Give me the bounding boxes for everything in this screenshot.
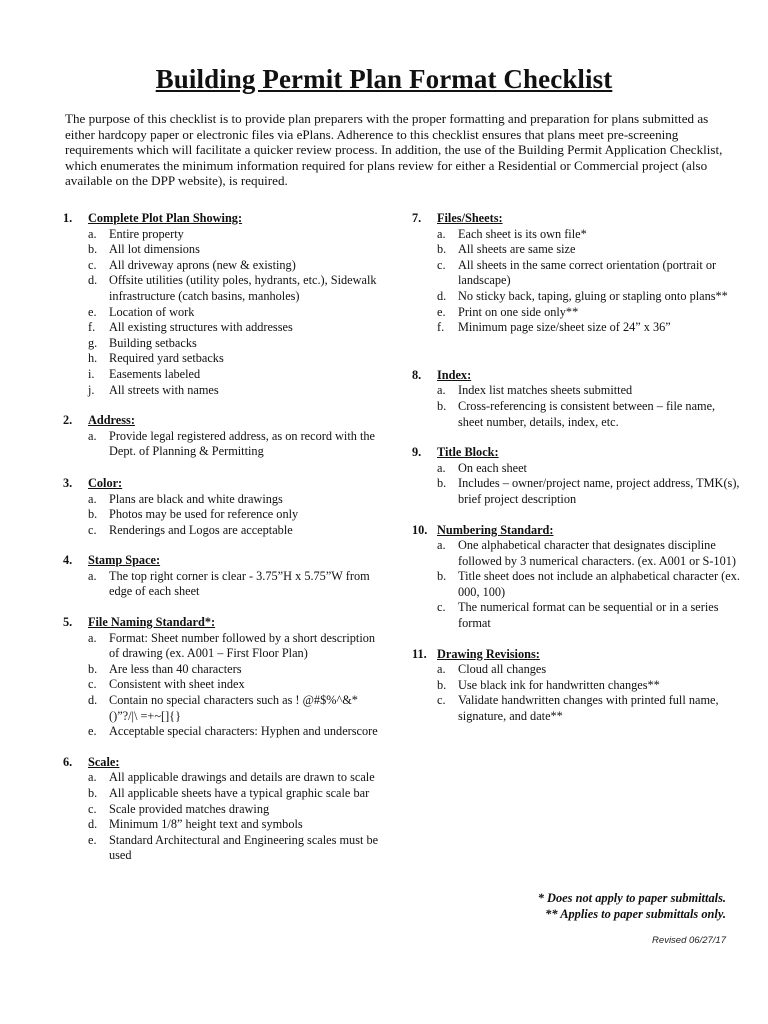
- checklist-item: [437, 461, 742, 477]
- checklist-item: [437, 662, 742, 678]
- item-text: All driveway aprons (new & existing): [109, 257, 296, 272]
- checklist-item: [88, 492, 383, 508]
- item-text: All applicable sheets have a typical graphic scale bar: [109, 786, 370, 800]
- section-number: 2.: [63, 413, 73, 428]
- item-letter: f.: [437, 320, 445, 335]
- section-number: 11.: [412, 646, 427, 661]
- revision-date: Revised 06/27/17: [652, 935, 726, 946]
- item-letter: b.: [437, 242, 447, 257]
- checklist-item: [88, 227, 383, 243]
- checklist-item: [88, 383, 383, 399]
- checklist-item: [437, 569, 742, 600]
- item-text: Required yard setbacks: [109, 351, 224, 366]
- section-scale: [63, 755, 383, 864]
- checklist-item: [437, 305, 742, 321]
- checklist-item: [437, 289, 742, 305]
- section-title: Numbering Standard:: [437, 522, 554, 537]
- item-text: Scale provided matches drawing: [109, 801, 270, 816]
- item-text: Minimum 1/8” height text and symbols: [109, 817, 303, 832]
- item-text: Standard Architectural and Engineering scales must be used: [109, 832, 379, 863]
- section-heading: [63, 615, 383, 631]
- item-text: Location of work: [109, 304, 195, 319]
- section-heading: [63, 413, 383, 429]
- section-title: Drawing Revisions:: [437, 646, 540, 661]
- section-title-block: [412, 445, 742, 507]
- footnote-paper-only: ** Applies to paper submittals only.: [545, 907, 726, 921]
- checklist-item: [88, 662, 383, 678]
- section-title: Files/Sheets:: [437, 211, 503, 225]
- section-number: 3.: [63, 475, 73, 490]
- checklist-item: [437, 227, 742, 243]
- item-letter: a.: [88, 568, 97, 583]
- item-letter: c.: [88, 257, 97, 272]
- item-letter: e.: [437, 304, 446, 319]
- footnote-paper-exempt: * Does not apply to paper submittals.: [537, 891, 726, 905]
- item-letter: b.: [437, 677, 447, 692]
- checklist-item: [88, 833, 383, 864]
- checklist-item: [88, 507, 383, 523]
- item-letter: a.: [437, 538, 446, 553]
- section-number: 9.: [412, 445, 422, 460]
- item-letter: d.: [437, 288, 447, 303]
- item-letter: d.: [88, 817, 98, 832]
- section-heading: [412, 368, 742, 384]
- checklist-item: [437, 258, 742, 289]
- item-text: Format: Sheet number followed by a short description of drawing (ex. A001 – First Floor Plan): [109, 630, 376, 661]
- section-heading: [412, 523, 742, 539]
- section-stamp-space: [63, 553, 383, 600]
- item-letter: c.: [437, 257, 446, 272]
- item-letter: b.: [88, 242, 98, 257]
- checklist-item: [437, 320, 742, 336]
- item-letter: a.: [88, 630, 97, 645]
- section-number: 5.: [63, 615, 73, 630]
- item-text: On each sheet: [458, 460, 527, 475]
- item-letter: b.: [88, 661, 98, 676]
- section-heading: [412, 211, 742, 227]
- checklist-item: [88, 242, 383, 258]
- section-title: Scale:: [88, 754, 120, 769]
- section-heading: [63, 755, 383, 771]
- section-files-sheets: [412, 211, 742, 336]
- section-heading: [63, 553, 383, 569]
- item-text: The numerical format can be sequential or in a series format: [458, 600, 719, 631]
- checklist-item: [88, 320, 383, 336]
- item-text: Contain no special characters such as ! @#$%^&*()”?/|\ =+~[]{}: [109, 693, 358, 723]
- checklist-item: [88, 802, 383, 818]
- item-letter: g.: [88, 335, 98, 350]
- item-text: Validate handwritten changes with printed full name, signature, and date**: [458, 693, 719, 724]
- checklist-item: [88, 724, 383, 740]
- item-letter: b.: [437, 398, 447, 413]
- item-text: Provide legal registered address, as on record with the Dept. of Planning & Permitting: [109, 428, 376, 459]
- checklist-item: [88, 305, 383, 321]
- section-number: 4.: [63, 553, 73, 568]
- item-letter: e.: [88, 724, 97, 739]
- section-drawing-revisions: [412, 647, 742, 725]
- item-text: Cross-referencing is consistent between – file name, sheet number, details, index, etc.: [458, 398, 716, 429]
- page-title: Building Permit Plan Format Checklist: [155, 64, 613, 94]
- item-text: Renderings and Logos are acceptable: [109, 522, 293, 537]
- item-text: All existing structures with addresses: [109, 320, 293, 335]
- item-letter: b.: [88, 507, 98, 522]
- item-letter: a.: [88, 491, 97, 506]
- checklist-item: [437, 693, 742, 724]
- item-text: Consistent with sheet index: [109, 677, 245, 692]
- item-letter: c.: [88, 801, 97, 816]
- item-letter: b.: [437, 569, 447, 584]
- checklist-item: [88, 677, 383, 693]
- checklist-item: [437, 242, 742, 258]
- item-letter: a.: [437, 662, 446, 677]
- section-title: Stamp Space:: [88, 553, 161, 568]
- item-letter: c.: [437, 600, 446, 615]
- item-text: Includes – owner/project name, project address, TMK(s), brief project description: [458, 476, 740, 506]
- checklist-item: [88, 631, 383, 662]
- item-letter: j.: [88, 382, 95, 397]
- section-heading: [412, 647, 742, 663]
- item-text: Offsite utilities (utility poles, hydrants, etc.), Sidewalk infrastructure (catch basins, manholes): [109, 273, 377, 303]
- item-text: Title sheet does not include an alphabetical character (ex. 000, 100): [458, 569, 740, 599]
- item-text: Are less than 40 characters: [109, 661, 242, 676]
- section-number: 10.: [412, 522, 428, 537]
- checklist-item: [437, 383, 742, 399]
- item-letter: a.: [88, 428, 97, 443]
- checklist-item: [437, 678, 742, 694]
- section-title: Index:: [437, 367, 472, 382]
- checklist-item: [88, 258, 383, 274]
- item-letter: i.: [88, 366, 95, 381]
- item-letter: a.: [88, 226, 97, 241]
- item-text: The top right corner is clear - 3.75”H x 5.75”W from edge of each sheet: [109, 568, 370, 599]
- checklist-item: [88, 786, 383, 802]
- item-letter: e.: [88, 832, 97, 847]
- item-letter: c.: [88, 522, 97, 537]
- item-text: All lot dimensions: [109, 242, 200, 257]
- item-text: Minimum page size/sheet size of 24” x 36”: [458, 320, 671, 335]
- item-text: No sticky back, taping, gluing or stapling onto plans**: [458, 288, 728, 303]
- item-text: Acceptable special characters: Hyphen and underscore: [109, 724, 378, 739]
- checklist-item: [437, 600, 742, 631]
- item-text: Index list matches sheets submitted: [458, 383, 633, 398]
- item-letter: b.: [437, 476, 447, 491]
- left-column: [63, 211, 383, 864]
- checklist-item: [88, 817, 383, 833]
- checklist-item: [437, 399, 742, 430]
- section-number: 7.: [412, 211, 422, 225]
- section-color: [63, 476, 383, 538]
- checklist-item: [88, 569, 383, 600]
- item-text: All applicable drawings and details are drawn to scale: [109, 770, 375, 785]
- checklist-item: [437, 476, 742, 507]
- item-letter: c.: [437, 693, 446, 708]
- section-title: Address:: [88, 413, 135, 428]
- right-column: [412, 211, 742, 725]
- intro-paragraph: The purpose of this checklist is to provide plan preparers with the proper formatting and preparation for plans submitted as either hardcopy paper or electronic files via ePlans. Adherence to this checklist ensures that plans meet pre-screening requirements which will facilitate a quicker review process. In addition, the use of the Building Permit Application Checklist, which enumerates the minimum information required for plans review for either a Residential or Commercial project (also available on the DPP website), is required.: [65, 111, 723, 189]
- section-number: 1.: [63, 211, 73, 225]
- checklist-item: [437, 538, 742, 569]
- item-text: Use black ink for handwritten changes**: [458, 677, 660, 692]
- item-letter: a.: [437, 460, 446, 475]
- item-text: All streets with names: [109, 382, 219, 397]
- item-letter: f.: [88, 320, 96, 335]
- section-heading: [412, 445, 742, 461]
- item-letter: d.: [88, 273, 98, 288]
- checklist-item: [88, 367, 383, 383]
- item-text: Building setbacks: [109, 335, 197, 350]
- item-letter: a.: [88, 770, 97, 785]
- item-text: All sheets are same size: [458, 242, 576, 257]
- section-title: File Naming Standard*:: [88, 615, 216, 630]
- item-text: Photos may be used for reference only: [109, 507, 299, 522]
- section-title: Title Block:: [437, 445, 499, 460]
- item-text: Plans are black and white drawings: [109, 491, 283, 506]
- checklist-item: [88, 336, 383, 352]
- section-index: [412, 368, 742, 430]
- item-letter: h.: [88, 351, 98, 366]
- section-heading: [63, 476, 383, 492]
- checklist-item: [88, 523, 383, 539]
- section-title: Color:: [88, 475, 123, 490]
- item-letter: c.: [88, 677, 97, 692]
- item-letter: e.: [88, 304, 97, 319]
- item-text: Entire property: [109, 226, 184, 241]
- checklist-item: [88, 429, 383, 460]
- checklist-item: [88, 273, 383, 304]
- item-letter: b.: [88, 786, 98, 800]
- item-text: All sheets in the same correct orientation (portrait or landscape): [458, 257, 717, 288]
- item-letter: d.: [88, 693, 98, 708]
- section-number: 8.: [412, 367, 422, 382]
- item-letter: a.: [437, 226, 446, 241]
- item-text: Cloud all changes: [458, 662, 547, 677]
- section-numbering: [412, 523, 742, 632]
- item-text: One alphabetical character that designates discipline followed by 3 numerical characters. (ex. A001 or S-101): [458, 538, 736, 568]
- checklist-item: [88, 693, 383, 724]
- checklist-item: [88, 770, 383, 786]
- section-title: Complete Plot Plan Showing:: [88, 211, 243, 225]
- item-text: Easements labeled: [109, 366, 201, 381]
- section-heading: [63, 211, 383, 227]
- footnotes: [538, 890, 726, 922]
- section-number: 6.: [63, 754, 73, 769]
- item-text: Each sheet is its own file*: [458, 226, 587, 241]
- checklist-item: [88, 351, 383, 367]
- item-letter: a.: [437, 383, 446, 398]
- item-text: Print on one side only**: [458, 304, 579, 319]
- section-address: [63, 413, 383, 460]
- section-file-naming: [63, 615, 383, 740]
- section-plot-plan: [63, 211, 383, 398]
